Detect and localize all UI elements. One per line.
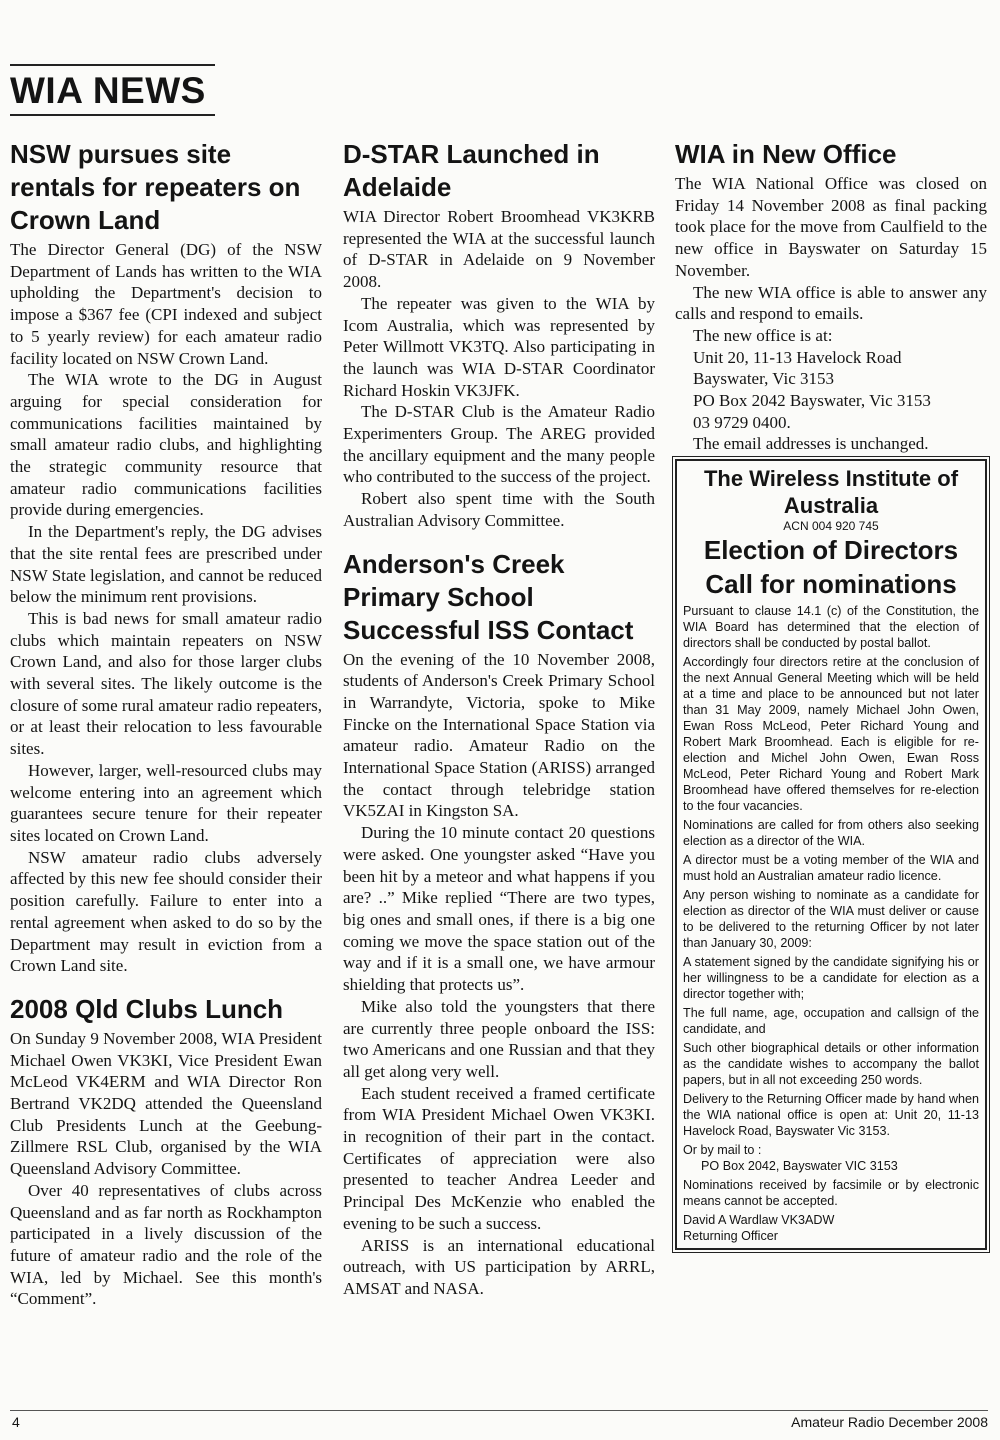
section-title: WIA NEWS (10, 70, 206, 111)
column-1 (10, 138, 322, 1310)
notice-paragraph: Any person wishing to nominate as a candidate for election as director of the WIA must deliver or cause to be delivered to the returning Officer by not later than January 30, 2009: (683, 888, 979, 951)
article-paragraph: Mike also told the youngsters that there are currently three people onboard the ISS: two Americans and one Russian and that they all get along very well. (343, 996, 655, 1081)
notice-heading: Call for nominations (705, 569, 957, 600)
article-paragraph: NSW amateur radio clubs adversely affected by this new fee should consider their position carefully. Failure to enter into a rental agreement when asked to do so by the Department may result in eviction from a Crown Land site. (10, 847, 322, 976)
article-paragraph: The D-STAR Club is the Amateur Radio Experimenters Group. The AREG provided the ancillary equipment and the many people who contributed to the success of the project. (343, 402, 655, 487)
article-paragraph: The WIA wrote to the DG in August arguing for special consideration for communications facilities maintained by small amateur radio clubs, and highlighting the strategic community resource that amateur radio communications facilities provide during emergencies. (10, 370, 322, 520)
article-title-dstar: D-STAR Launched in Adelaide (343, 139, 600, 202)
office-address-line: 03 9729 0400. (693, 412, 791, 432)
article-paragraph: During the 10 minute contact 20 questions were asked. One youngster asked “Have you been hit by a meteor and what happens if you are? ..” Mike replied “There are two types, big ones and small ones, if there is a big one coming we move the space station out of the way and if it is a small one, we have armour shielding that protects us”. (343, 823, 655, 995)
office-address-line: PO Box 2042 Bayswater, Vic 3153 (693, 391, 931, 411)
article-paragraph: On the evening of the 10 November 2008, students of Anderson's Creek Primary School in Warrandyte, Victoria, spoke to Mike Fincke on the International Space Station via amateur radio. Amateur Radio on the International Space Station (ARISS) arranged the contact through telebridge station VK5ZAI in Kingston SA. (343, 649, 655, 821)
article-paragraph: Each student received a framed certificate from WIA President Michael Owen VK3KI. in recognition of their part in the contact. Certificates of appreciation were also presented to teacher Andrea Leeder and Principal Des McKenzie who enabled the evening to be such a success. (343, 1083, 655, 1233)
office-address-line: The new office is at: (693, 325, 833, 345)
notice-paragraph: Pursuant to clause 14.1 (c) of the Constitution, the WIA Board has determined that the election of directors shall be conducted by postal ballot. (683, 604, 979, 651)
election-notice-box (675, 459, 987, 1250)
article-paragraph: On Sunday 9 November 2008, WIA President Michael Owen VK3KI, Vice President Ewan McLeod VK4ERM and WIA Director Ron Bertrand VK2DQ attended the Queensland Club Presidents Lunch at the Geebung-Zillmere RSL Club, organised by the WIA Queensland Advisory Committee. (10, 1028, 322, 1179)
notice-signatory-title: Returning Officer (683, 1229, 778, 1244)
notice-paragraph: Nominations received by facsimile or by electronic means cannot be accepted. (683, 1178, 979, 1209)
notice-paragraph: Or by mail to : (683, 1143, 762, 1158)
article-paragraph: WIA Director Robert Broomhead VK3KRB represented the WIA at the successful launch of D-STAR in Adelaide on 9 November 2008. (343, 207, 655, 292)
office-address-line: The email addresses is unchanged. (693, 434, 929, 454)
notice-paragraph: Such other biographical details or other information as the candidate wishes to accompany the ballot papers, but in all not exceeding 250 words. (683, 1041, 979, 1088)
article-title-iss: Anderson's Creek Primary School Successful ISS Contact (343, 548, 634, 645)
publication-name: Amateur Radio December 2008 (791, 1414, 988, 1430)
notice-paragraph: Nominations are called for from others also seeking election as a director of the WIA. (683, 818, 979, 849)
article-paragraph: The Director General (DG) of the NSW Department of Lands has written to the WIA upholding the Department's decision to impose a $367 fee (CPI indexed and subject to 5 yearly review) for each amateur radio facility located on NSW Crown Land. (10, 240, 322, 368)
masthead-rule (10, 114, 215, 116)
notice-mail-address: PO Box 2042, Bayswater VIC 3153 (701, 1159, 898, 1174)
article-paragraph: The repeater was given to the WIA by Icom Australia, which was represented by Peter Willmott VK3TQ. Also participating in the launch was WIA D-STAR Coordinator Richard Hoskin VK3JFK. (343, 293, 655, 400)
notice-paragraph: The full name, age, occupation and callsign of the candidate, and (683, 1006, 979, 1037)
notice-paragraph: Accordingly four directors retire at the conclusion of the next Annual General Meeting which will be held at a time and place to be announced but not later than 31 May 2009, namely Michael John Owen, Ewan Ross McLeod, Peter Richard Young and Robert Mark Broomhead. Each is eligible for re-election and Michel John Owen, Ewan Ross McLeod, Peter Richard Young and Robert Mark Broomhead have offered themselves for re-election to the four vacancies. (683, 655, 979, 814)
article-paragraph: This is bad news for small amateur radio clubs which maintain repeaters on NSW Crown Land, and also for those larger clubs with several sites. The likely outcome is the closure of some rural amateur radio repeaters, or at least their relocation to less favourable sites. (10, 608, 322, 759)
article-paragraph: The WIA National Office was closed on Friday 14 November 2008 as final packing took place for the move from Caulfield to the new office in Bayswater on Saturday 15 November. (675, 174, 987, 280)
notice-acn: ACN 004 920 745 (783, 519, 879, 534)
notice-paragraph: Delivery to the Returning Officer made by hand when the WIA national office is open at: Unit 20, 11-13 Havelock Road, Bayswater Vic 3153. (683, 1092, 979, 1139)
masthead (10, 64, 215, 116)
article-title-nsw: NSW pursues site rentals for repeaters on Crown Land (10, 139, 301, 235)
notice-signatory-name: David A Wardlaw VK3ADW (683, 1213, 835, 1228)
article-paragraph: ARISS is an international educational outreach, with US participation by ARRL, AMSAT and NASA. (343, 1235, 655, 1298)
notice-paragraph: A director must be a voting member of the WIA and must hold an Australian amateur radio licence. (683, 853, 979, 884)
article-paragraph: Robert also spent time with the South Australian Advisory Committee. (343, 489, 655, 530)
article-title-office: WIA in New Office (675, 139, 897, 169)
office-address-line: Unit 20, 11-13 Havelock Road (693, 347, 902, 367)
notice-org-name: The Wireless Institute of (703, 466, 959, 492)
office-address-line: Bayswater, Vic 3153 (693, 369, 835, 389)
notice-org-name: Australia (783, 493, 879, 519)
article-title-qld: 2008 Qld Clubs Lunch (10, 993, 284, 1024)
article-paragraph: The new WIA office is able to answer any calls and respond to emails. (675, 282, 987, 324)
column-3 (675, 138, 987, 1250)
article-paragraph: In the Department's reply, the DG advises that the site rental fees are prescribed under NSW State legislation, and cannot be reduced below the minimum rent provisions. (10, 522, 322, 607)
article-paragraph: However, larger, well-resourced clubs may welcome entering into an agreement which guarantees secure tenure for their repeater sites located on Crown Land. (10, 760, 322, 845)
notice-paragraph: A statement signed by the candidate signifying his or her willingness to be a candidate for election as a director together with; (683, 955, 979, 1002)
article-paragraph: Over 40 representatives of clubs across Queensland and as far north as Rockhampton participated in a lively discussion of the future of amateur radio and the role of the WIA, led by Michael. See this month's “Comment”. (10, 1180, 322, 1309)
notice-heading: Election of Directors (703, 535, 959, 566)
column-2 (343, 138, 655, 1300)
footer-rule (10, 1410, 988, 1411)
page-number: 4 (12, 1414, 20, 1430)
